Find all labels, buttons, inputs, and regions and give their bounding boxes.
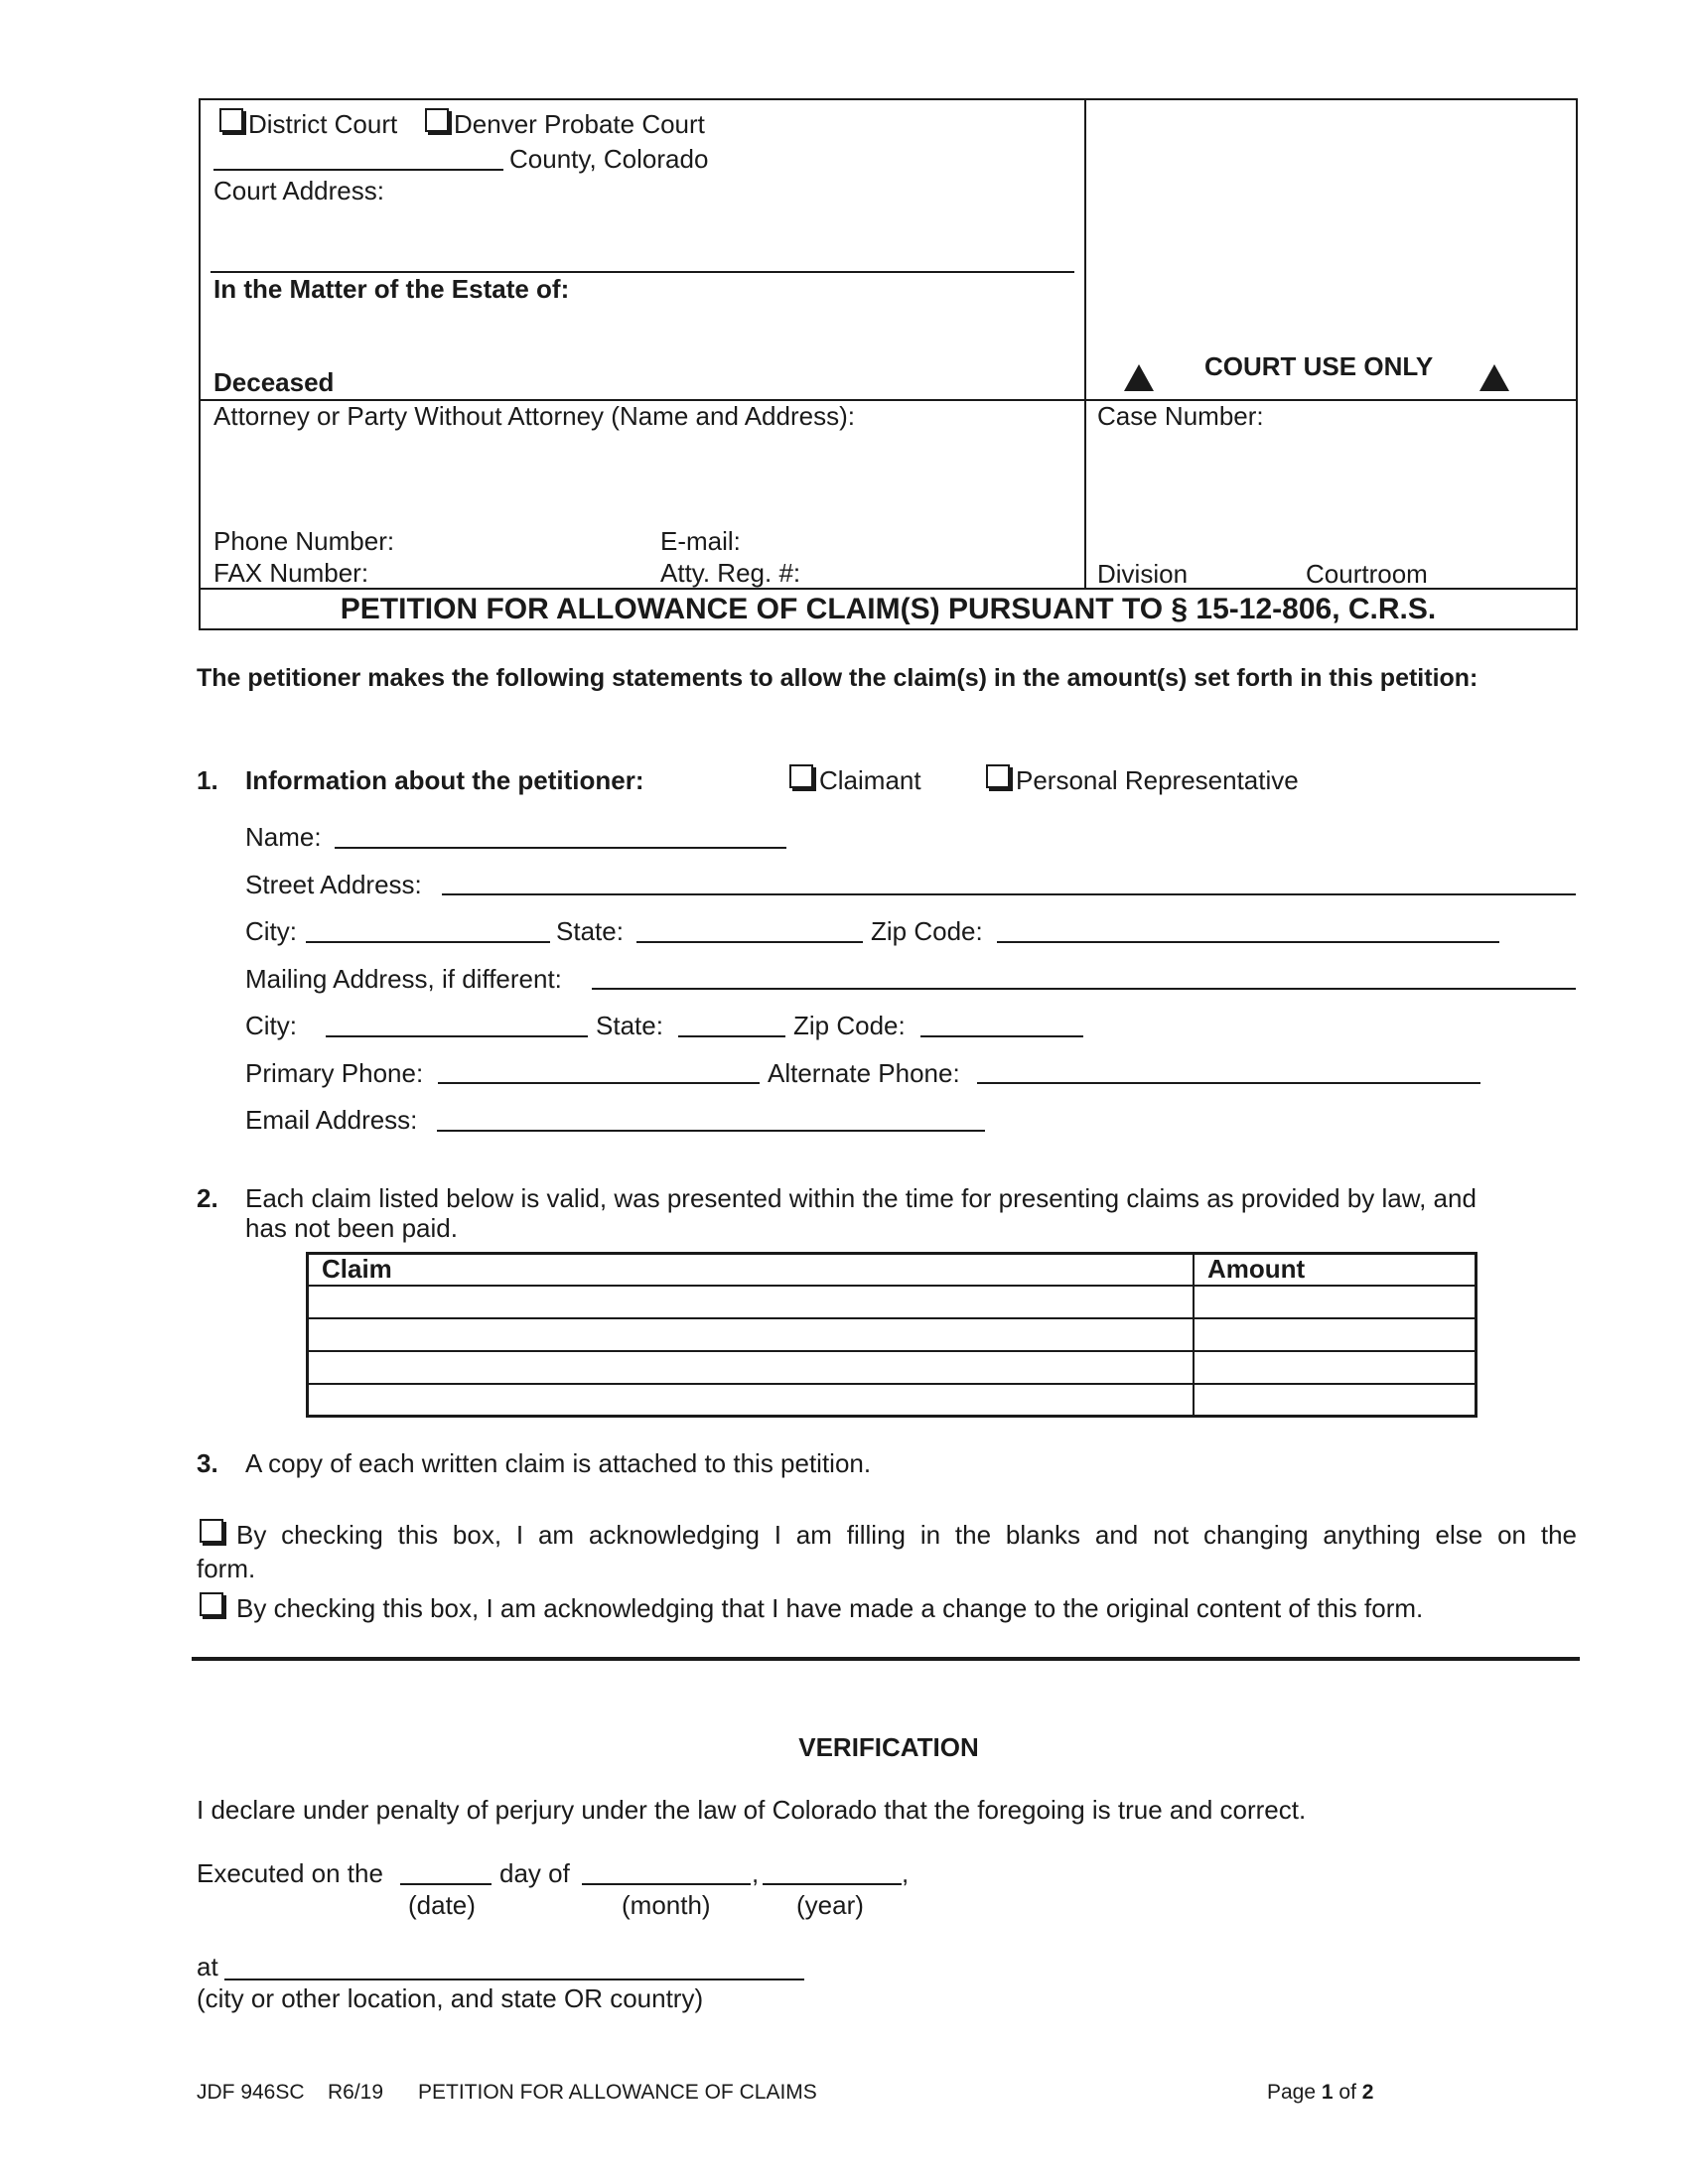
email-address-field[interactable]	[437, 1130, 985, 1132]
mailing-address-field[interactable]	[592, 988, 1576, 990]
mailing-address-label: Mailing Address, if different:	[245, 964, 562, 994]
page-prefix: Page	[1267, 2081, 1317, 2104]
primary-phone-field[interactable]	[438, 1082, 760, 1084]
courtroom-label: Courtroom	[1306, 559, 1428, 589]
declare-text: I declare under penalty of perjury under the law of Colorado that the foregoing is true and correct.	[197, 1795, 1307, 1825]
street-address-field[interactable]	[442, 893, 1576, 895]
zip-code-label: Zip Code:	[871, 916, 983, 946]
at-label: at	[197, 1952, 218, 1981]
state-field[interactable]	[636, 941, 863, 943]
table-row[interactable]	[309, 1287, 1475, 1317]
section-3-text: A copy of each written claim is attached to this petition.	[245, 1448, 872, 1478]
month-field[interactable]	[582, 1883, 751, 1885]
form-title: PETITION FOR ALLOWANCE OF CLAIM(S) PURSUANT TO § 15-12-806, C.R.S.	[340, 593, 1437, 625]
ack-fill-blanks-text-cont: form.	[197, 1554, 256, 1583]
personal-representative-checkbox[interactable]	[986, 764, 1010, 788]
alternate-phone-label: Alternate Phone:	[768, 1058, 960, 1088]
attorney-label: Attorney or Party Without Attorney (Name and Address):	[213, 401, 855, 431]
deceased-label: Deceased	[213, 367, 335, 397]
section-2-text: Each claim listed below is valid, was presented within the time for presenting claims as provided by law, and	[245, 1183, 1477, 1213]
page-of: of	[1338, 2081, 1356, 2104]
claims-table	[306, 1252, 1477, 1418]
footer-form-title: PETITION FOR ALLOWANCE OF CLAIMS	[418, 2081, 817, 2104]
executed-on-label: Executed on the	[197, 1858, 383, 1888]
primary-phone-label: Primary Phone:	[245, 1058, 424, 1088]
ack-fill-blanks-checkbox[interactable]	[200, 1519, 223, 1543]
section-1-heading: Information about the petitioner:	[245, 765, 644, 795]
city-field[interactable]	[306, 941, 550, 943]
zip-code-field[interactable]	[997, 941, 1499, 943]
division-label: Division	[1097, 559, 1189, 589]
name-label: Name:	[245, 822, 322, 852]
year-caption: (year)	[796, 1890, 864, 1920]
mailing-state-label: State:	[596, 1011, 663, 1040]
page-total: 2	[1361, 2081, 1374, 2104]
denver-probate-court-label: Denver Probate Court	[454, 109, 705, 139]
claim-column-header: Claim	[322, 1254, 392, 1284]
comma: ,	[902, 1858, 910, 1888]
court-use-only-label: COURT USE ONLY	[1204, 351, 1434, 381]
fax-number-label: FAX Number:	[213, 558, 369, 588]
street-address-label: Street Address:	[245, 870, 422, 899]
district-court-label: District Court	[248, 109, 398, 139]
personal-representative-label: Personal Representative	[1016, 765, 1299, 795]
amount-column-header: Amount	[1207, 1254, 1306, 1284]
name-field[interactable]	[335, 847, 786, 849]
case-number-label: Case Number:	[1097, 401, 1264, 431]
alternate-phone-field[interactable]	[977, 1082, 1480, 1084]
atty-reg-label: Atty. Reg. #:	[660, 558, 801, 588]
claimant-label: Claimant	[819, 765, 921, 795]
date-caption: (date)	[408, 1890, 476, 1920]
section-3-number: 3.	[197, 1448, 218, 1478]
county-field[interactable]	[213, 169, 503, 171]
section-divider	[192, 1657, 1580, 1661]
email-label: E-mail:	[660, 526, 741, 556]
county-suffix: County, Colorado	[509, 144, 709, 174]
section-1-number: 1.	[197, 765, 218, 795]
estate-label: In the Matter of the Estate of:	[213, 274, 570, 304]
section-2-text-cont: has not been paid.	[245, 1213, 458, 1243]
verification-heading: VERIFICATION	[798, 1732, 979, 1762]
day-of-label: day of	[499, 1858, 570, 1888]
location-field[interactable]	[224, 1979, 804, 1980]
court-address-label: Court Address:	[213, 176, 384, 205]
location-caption: (city or other location, and state OR country)	[197, 1983, 704, 2013]
mailing-zip-code-label: Zip Code:	[793, 1011, 906, 1040]
ack-changed-form-checkbox[interactable]	[200, 1592, 223, 1616]
table-row[interactable]	[309, 1385, 1475, 1415]
date-field[interactable]	[400, 1883, 492, 1885]
ack-fill-blanks-text: By checking this box, I am acknowledging I am filling in the blanks and not changing anything else on the	[236, 1520, 1577, 1550]
page-number: 1	[1321, 2081, 1334, 2104]
state-label: State:	[556, 916, 624, 946]
section-2-number: 2.	[197, 1183, 218, 1213]
denver-probate-court-checkbox[interactable]	[425, 108, 449, 132]
up-arrow-icon	[1124, 364, 1154, 391]
ack-changed-form-text: By checking this box, I am acknowledging that I have made a change to the original content of this form.	[236, 1593, 1424, 1623]
form-id: JDF 946SC	[197, 2081, 305, 2104]
district-court-checkbox[interactable]	[219, 108, 243, 132]
mailing-zip-code-field[interactable]	[920, 1035, 1083, 1037]
up-arrow-icon	[1479, 364, 1509, 391]
phone-number-label: Phone Number:	[213, 526, 395, 556]
table-row[interactable]	[309, 1319, 1475, 1350]
city-label: City:	[245, 916, 297, 946]
claimant-checkbox[interactable]	[789, 764, 813, 788]
mailing-city-field[interactable]	[326, 1035, 588, 1037]
table-row[interactable]	[309, 1352, 1475, 1383]
year-field[interactable]	[763, 1883, 902, 1885]
mailing-state-field[interactable]	[678, 1035, 785, 1037]
form-revision: R6/19	[328, 2081, 384, 2104]
month-caption: (month)	[622, 1890, 711, 1920]
email-address-label: Email Address:	[245, 1105, 418, 1135]
intro-line: The petitioner makes the following statements to allow the claim(s) in the amount(s) set forth in this petition:	[197, 664, 1478, 692]
comma: ,	[752, 1858, 760, 1888]
mailing-city-label: City:	[245, 1011, 297, 1040]
page-indicator	[1267, 2078, 1373, 2108]
